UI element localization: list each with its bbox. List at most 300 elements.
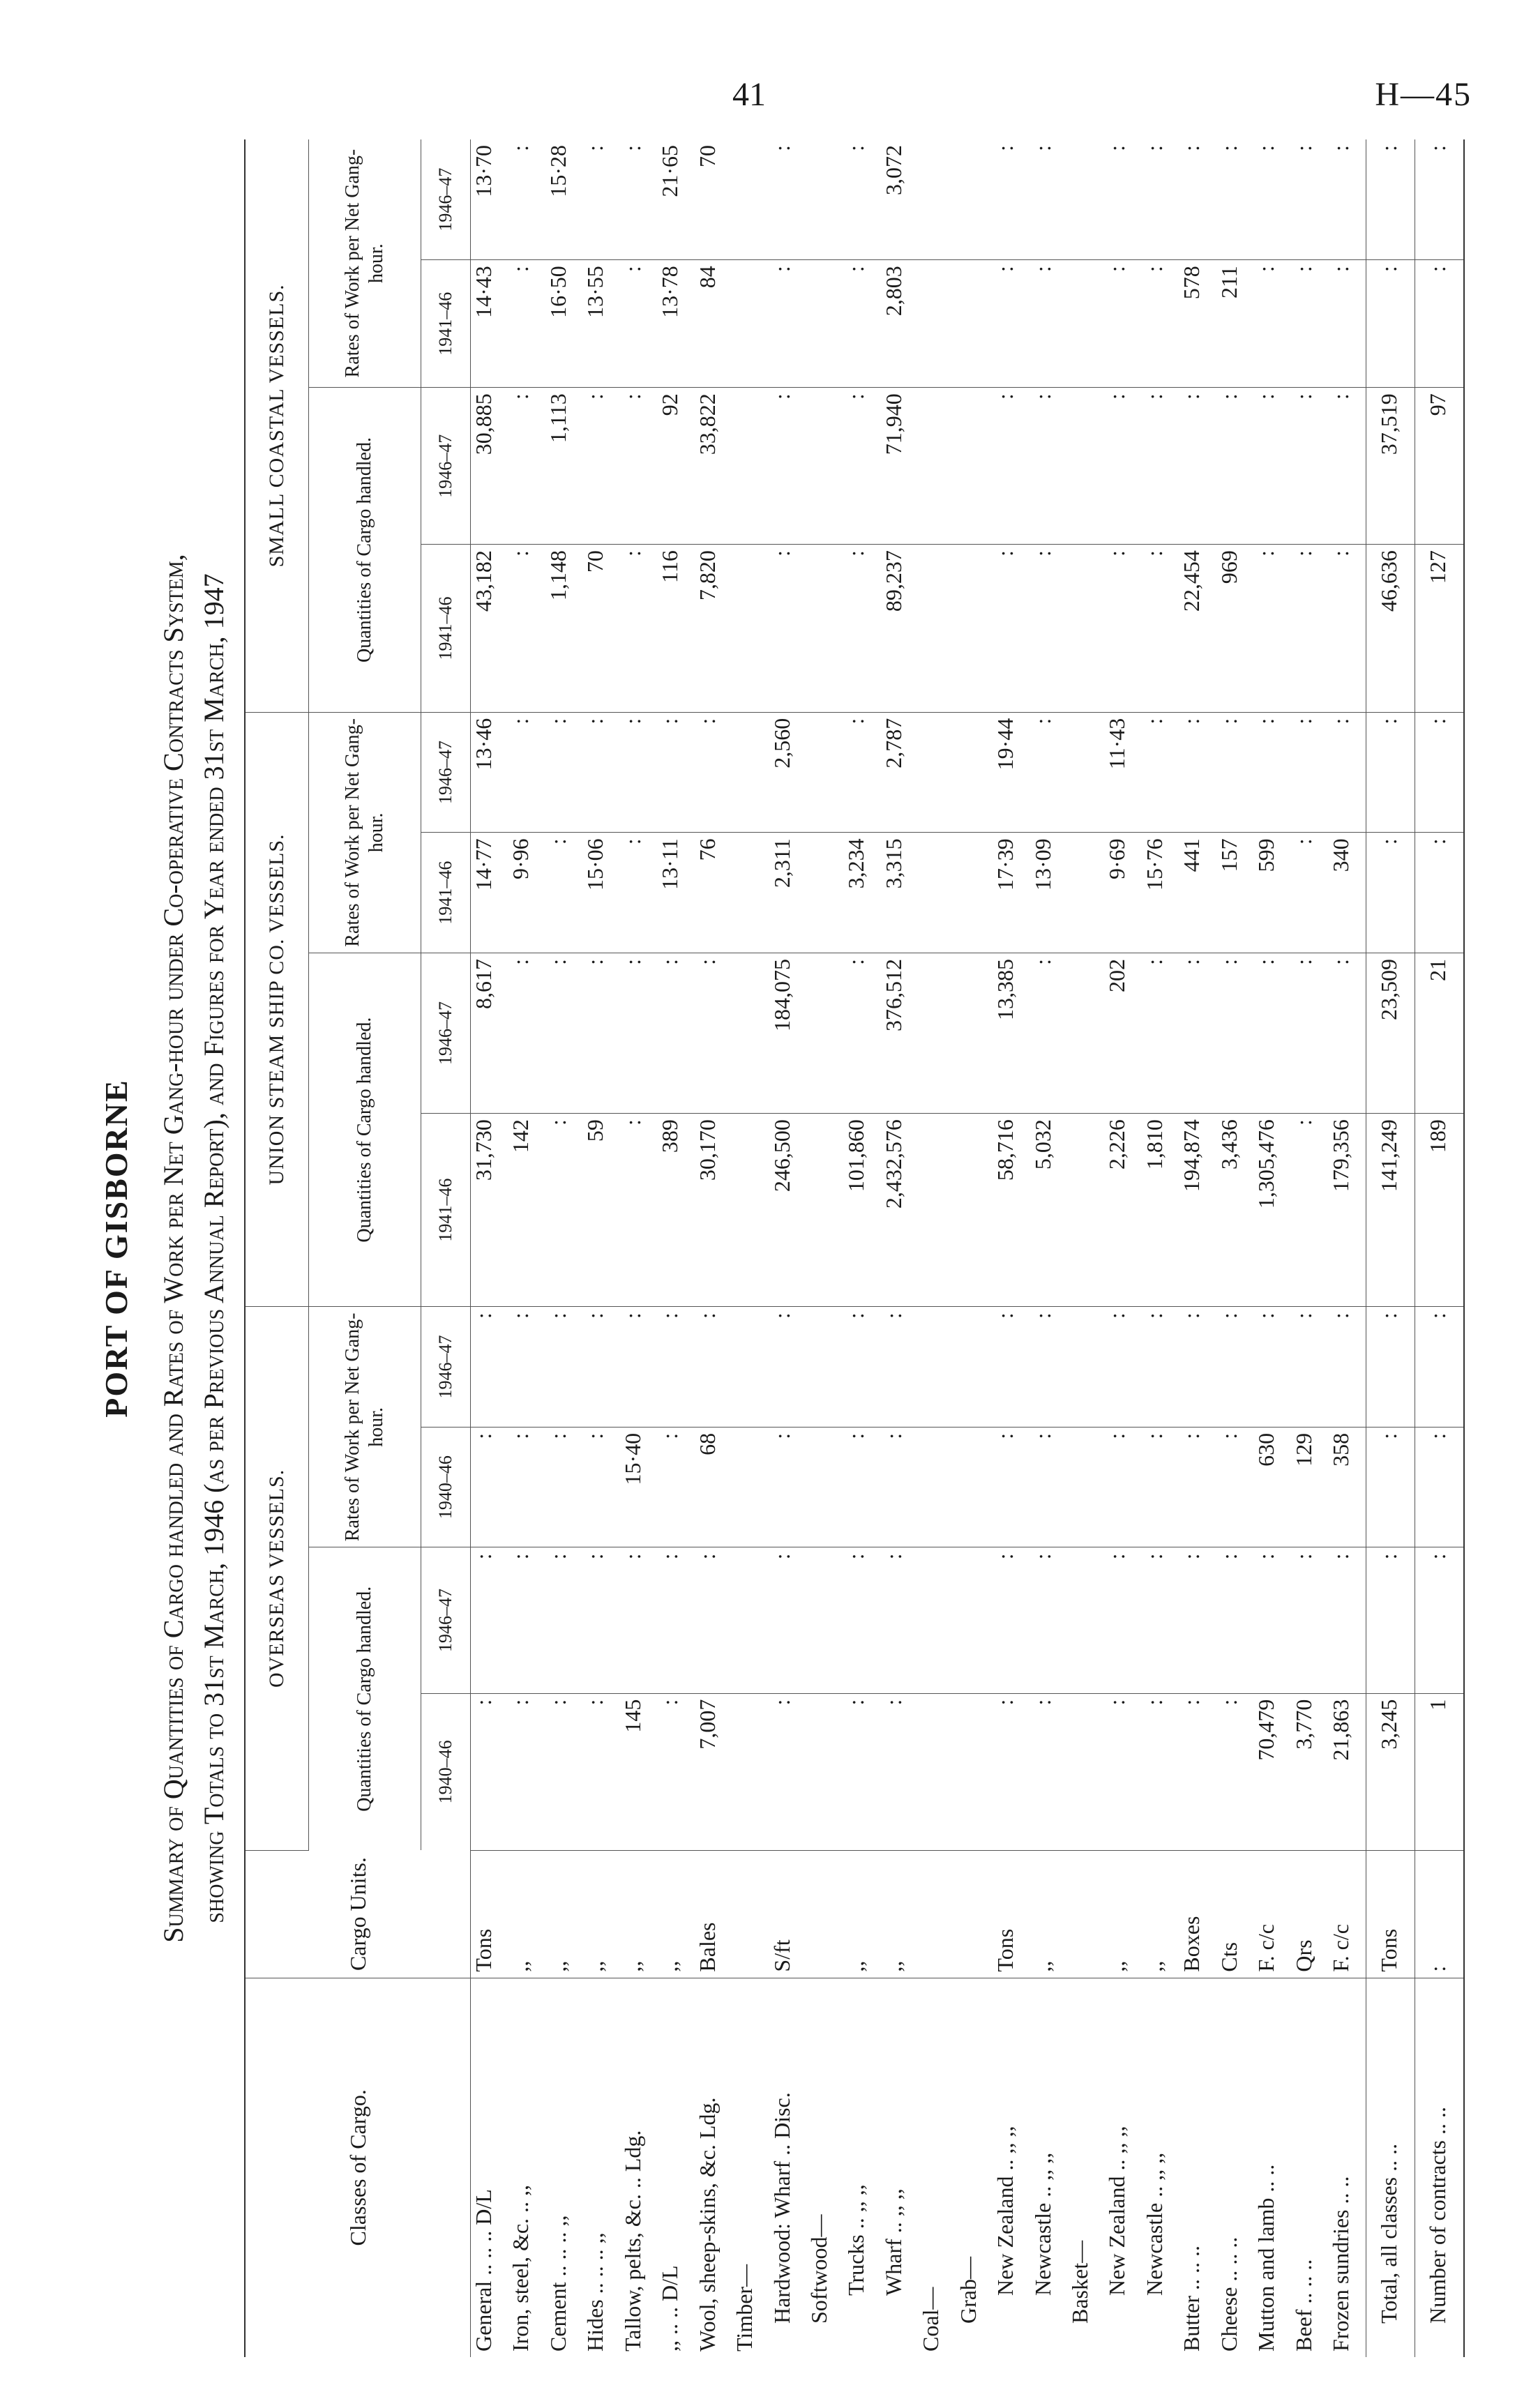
value-cell: : [1328, 545, 1366, 713]
value-cell: : [1030, 1547, 1067, 1693]
value-cell: : [1291, 953, 1328, 1113]
value-cell: : [1104, 260, 1141, 388]
cargo-unit-cell: ,, [1104, 1850, 1141, 1978]
value-cell: 30,885 [471, 388, 508, 545]
cargo-unit-cell: ,, [508, 1850, 545, 1978]
value-cell: : [620, 545, 657, 713]
value-cell: : [1104, 1307, 1141, 1428]
value-cell [918, 1114, 955, 1307]
value-cell [806, 1693, 843, 1850]
header-overseas-rates: Rates of Work per Net Gang-hour. [309, 1307, 421, 1547]
cargo-class-cell: Butter .. .. .. [1179, 2246, 1205, 2352]
value-cell: : [1030, 545, 1067, 713]
value-cell: : [993, 1307, 1030, 1428]
value-cell [806, 712, 843, 833]
value-cell: : [508, 712, 545, 833]
value-cell: : [769, 1307, 806, 1428]
table-row [545, 139, 582, 2357]
year-header: 1940–46 [421, 1427, 471, 1547]
value-cell: : [993, 1693, 1030, 1850]
cargo-class-cell: Basket— [1067, 2240, 1093, 2324]
value-cell: 3,436 [1216, 1114, 1253, 1307]
value-cell: 1,305,476 [1253, 1114, 1290, 1307]
value-cell: : [1415, 260, 1464, 388]
value-cell: : [1328, 1547, 1366, 1693]
value-cell: : [1291, 712, 1328, 833]
cargo-unit-cell: Tons [1366, 1850, 1415, 1978]
table-row [582, 139, 619, 2357]
cargo-unit-cell [918, 1850, 955, 1978]
value-cell: 145 [620, 1693, 657, 1850]
value-cell [1067, 953, 1104, 1113]
value-cell: : [769, 1427, 806, 1547]
value-cell: : [1291, 139, 1328, 260]
value-cell: : [881, 1547, 918, 1693]
value-cell: : [620, 833, 657, 953]
cargo-class-cell: New Zealand .. ,, ,, [993, 2126, 1018, 2296]
port-title: PORT OF GISBORNE [98, 1079, 134, 1418]
value-cell [918, 388, 955, 545]
value-cell [732, 139, 769, 260]
cargo-table-body [471, 139, 1465, 2357]
cargo-unit-cell: ,, [620, 1850, 657, 1978]
value-cell: : [1291, 1547, 1328, 1693]
value-cell [956, 1427, 993, 1547]
value-cell [918, 953, 955, 1113]
value-cell: : [1291, 1114, 1328, 1307]
value-cell: 70,479 [1253, 1693, 1290, 1850]
value-cell: : [843, 260, 880, 388]
value-cell [918, 1427, 955, 1547]
value-cell [732, 1693, 769, 1850]
value-cell: : [582, 1547, 619, 1693]
cargo-class-cell: Newcastle .. ,, ,, [1141, 2152, 1167, 2296]
value-cell: 15·28 [545, 139, 582, 260]
value-cell: : [881, 1427, 918, 1547]
value-cell: : [769, 388, 806, 545]
value-cell: : [1179, 953, 1216, 1113]
value-cell: : [1253, 139, 1290, 260]
value-cell: 92 [657, 388, 694, 545]
value-cell: : [1366, 1427, 1415, 1547]
value-cell [806, 833, 843, 953]
year-header: 1946–47 [421, 388, 471, 545]
value-cell: : [1328, 953, 1366, 1113]
value-cell: 8,617 [471, 953, 508, 1113]
value-cell: : [1291, 388, 1328, 545]
value-cell: : [582, 712, 619, 833]
value-cell: 189 [1415, 1114, 1464, 1307]
value-cell: : [1142, 545, 1179, 713]
value-cell: : [843, 388, 880, 545]
value-cell: : [582, 1693, 619, 1850]
value-cell: : [1366, 260, 1415, 388]
table-row [508, 139, 545, 2357]
value-cell: : [1291, 1307, 1328, 1428]
value-cell: : [1179, 712, 1216, 833]
cargo-unit-cell [806, 1850, 843, 1978]
value-cell: 13·70 [471, 139, 508, 260]
value-cell: 76 [695, 833, 732, 953]
value-cell: : [1291, 260, 1328, 388]
value-cell: : [1328, 388, 1366, 545]
value-cell: 70 [695, 139, 732, 260]
value-cell [956, 139, 993, 260]
table-row [843, 139, 880, 2357]
value-cell: : [993, 545, 1030, 713]
value-cell: : [1179, 1693, 1216, 1850]
value-cell: : [545, 833, 582, 953]
value-cell: 17·39 [993, 833, 1030, 953]
value-cell: 1 [1415, 1693, 1464, 1850]
cargo-unit-cell: Cts [1216, 1850, 1253, 1978]
value-cell: 70 [582, 545, 619, 713]
year-header: 1946–47 [421, 712, 471, 833]
value-cell: : [993, 139, 1030, 260]
value-cell: : [993, 260, 1030, 388]
value-cell: : [657, 1693, 694, 1850]
value-cell: 127 [1415, 545, 1464, 713]
value-cell: : [695, 1307, 732, 1428]
value-cell: : [769, 1693, 806, 1850]
value-cell: 37,519 [1366, 388, 1415, 545]
value-cell [956, 1307, 993, 1428]
header-union-rates: Rates of Work per Net Gang-hour. [309, 712, 421, 953]
value-cell: : [1415, 139, 1464, 260]
value-cell [806, 545, 843, 713]
value-cell [918, 1693, 955, 1850]
value-cell [1067, 545, 1104, 713]
value-cell: 101,860 [843, 1114, 880, 1307]
value-cell: : [993, 388, 1030, 545]
year-header: 1941–46 [421, 545, 471, 713]
header-overseas-quantities: Quantities of Cargo handled. [309, 1547, 421, 1850]
value-cell: : [508, 1693, 545, 1850]
value-cell: : [508, 953, 545, 1113]
value-cell: : [1216, 712, 1253, 833]
value-cell: : [508, 1547, 545, 1693]
value-cell: : [657, 1427, 694, 1547]
value-cell: 578 [1179, 260, 1216, 388]
value-cell: : [1030, 388, 1067, 545]
value-cell: 969 [1216, 545, 1253, 713]
value-cell: : [695, 712, 732, 833]
header-coastal: SMALL COASTAL VESSELS. [245, 139, 309, 712]
value-cell: : [1253, 953, 1290, 1113]
value-cell: : [1030, 712, 1067, 833]
value-cell: 22,454 [1179, 545, 1216, 713]
value-cell: 97 [1415, 388, 1464, 545]
value-cell: : [1328, 1307, 1366, 1428]
value-cell: : [1366, 712, 1415, 833]
value-cell: : [695, 1547, 732, 1693]
value-cell: : [1253, 1547, 1290, 1693]
value-cell: 30,170 [695, 1114, 732, 1307]
value-cell: 31,730 [471, 1114, 508, 1307]
value-cell: 2,311 [769, 833, 806, 953]
value-cell: : [545, 1547, 582, 1693]
value-cell [1067, 1427, 1104, 1547]
value-cell: : [843, 139, 880, 260]
value-cell: 16·50 [545, 260, 582, 388]
value-cell: : [843, 1427, 880, 1547]
value-cell: : [1415, 712, 1464, 833]
table-row [918, 139, 955, 2357]
value-cell [732, 545, 769, 713]
year-header: 1946–47 [421, 1547, 471, 1693]
value-cell [732, 953, 769, 1113]
value-cell: : [881, 1307, 918, 1428]
year-header: 1946–47 [421, 1307, 471, 1428]
value-cell: 21 [1415, 953, 1464, 1113]
value-cell: 13·46 [471, 712, 508, 833]
value-cell [1067, 139, 1104, 260]
cargo-unit-cell: Bales [695, 1850, 732, 1978]
value-cell [918, 260, 955, 388]
value-cell: 358 [1328, 1427, 1366, 1547]
value-cell: 13,385 [993, 953, 1030, 1113]
value-cell: : [1179, 139, 1216, 260]
value-cell: 14·43 [471, 260, 508, 388]
value-cell [918, 833, 955, 953]
value-cell: 389 [657, 1114, 694, 1307]
value-cell [1067, 260, 1104, 388]
cargo-class-cell: Newcastle .. ,, ,, [1030, 2152, 1055, 2296]
value-cell [732, 388, 769, 545]
value-cell: : [1291, 833, 1328, 953]
cargo-unit-cell: ,, [657, 1850, 694, 1978]
value-cell: 340 [1328, 833, 1366, 953]
value-cell: : [1179, 1547, 1216, 1693]
page-number: 41 [732, 76, 766, 113]
value-cell: 194,874 [1179, 1114, 1216, 1307]
value-cell: 13·11 [657, 833, 694, 953]
value-cell [732, 1547, 769, 1693]
year-header: 1941–46 [421, 1114, 471, 1307]
value-cell: 3,770 [1291, 1693, 1328, 1850]
value-cell: : [545, 1693, 582, 1850]
value-cell [732, 260, 769, 388]
value-cell: : [1104, 1427, 1141, 1547]
value-cell: : [1415, 1307, 1464, 1428]
value-cell: : [1104, 545, 1141, 713]
value-cell [956, 1114, 993, 1307]
value-cell: : [1104, 1693, 1141, 1850]
value-cell: 46,636 [1366, 545, 1415, 713]
value-cell: : [1216, 139, 1253, 260]
header-union: UNION STEAM SHIP CO. VESSELS. [245, 712, 309, 1307]
value-cell: : [582, 388, 619, 545]
value-cell: 141,249 [1366, 1114, 1415, 1307]
value-cell: : [657, 953, 694, 1113]
value-cell: : [620, 139, 657, 260]
cargo-unit-cell: ,, [1030, 1850, 1067, 1978]
value-cell: 3,234 [843, 833, 880, 953]
value-cell: : [769, 139, 806, 260]
value-cell: : [657, 712, 694, 833]
table-row [956, 139, 993, 2357]
value-cell: 33,822 [695, 388, 732, 545]
value-cell: : [471, 1307, 508, 1428]
value-cell: : [620, 712, 657, 833]
cargo-class-cell: Cheese .. .. .. [1216, 2236, 1242, 2352]
value-cell: : [1030, 139, 1067, 260]
cargo-unit-cell: S/ft [769, 1850, 806, 1978]
value-cell: : [1415, 1547, 1464, 1693]
value-cell: : [1030, 260, 1067, 388]
value-cell: : [1291, 545, 1328, 713]
value-cell [806, 139, 843, 260]
cargo-class-cell: Hardwood: Wharf .. Disc. [769, 2092, 794, 2324]
table-row [1067, 139, 1104, 2357]
value-cell: 184,075 [769, 953, 806, 1113]
value-cell: : [1216, 1547, 1253, 1693]
cargo-class-cell: Wool, sheep-skins, &c. Ldg. [694, 2097, 720, 2352]
year-header: 1940–46 [421, 1693, 471, 1850]
table-row [1142, 139, 1179, 2357]
value-cell: 15·06 [582, 833, 619, 953]
value-cell: : [620, 1547, 657, 1693]
cargo-class-cell: Frozen sundries .. .. [1328, 2176, 1354, 2352]
header-coastal-quantities: Quantities of Cargo handled. [309, 388, 421, 712]
value-cell: : [1142, 712, 1179, 833]
value-cell [806, 1427, 843, 1547]
cargo-unit-cell [1067, 1850, 1104, 1978]
value-cell [956, 388, 993, 545]
cargo-unit-cell: : [1415, 1850, 1464, 1978]
value-cell: : [1142, 1427, 1179, 1547]
cargo-class-cell: Number of contracts .. .. [1415, 1978, 1464, 2357]
value-cell: : [1253, 260, 1290, 388]
value-cell [732, 1307, 769, 1428]
cargo-unit-cell: ,, [545, 1850, 582, 1978]
table-row [1179, 139, 1216, 2357]
value-cell: 157 [1216, 833, 1253, 953]
value-cell: : [620, 1114, 657, 1307]
table-row [471, 139, 508, 2357]
value-cell: : [843, 953, 880, 1113]
value-cell: : [620, 388, 657, 545]
table-row [657, 139, 694, 2357]
year-header: 1946–47 [421, 953, 471, 1113]
table-row [1030, 139, 1067, 2357]
value-cell [956, 953, 993, 1113]
value-cell: : [471, 1547, 508, 1693]
value-cell: : [545, 1307, 582, 1428]
value-cell: : [1216, 1427, 1253, 1547]
value-cell: 2,226 [1104, 1114, 1141, 1307]
value-cell: 84 [695, 260, 732, 388]
value-cell: : [881, 1693, 918, 1850]
header-union-quantities: Quantities of Cargo handled. [309, 953, 421, 1306]
value-cell: : [582, 139, 619, 260]
value-cell: 43,182 [471, 545, 508, 713]
value-cell [732, 833, 769, 953]
value-cell: : [993, 1427, 1030, 1547]
value-cell: : [545, 712, 582, 833]
cargo-unit-cell: ,, [881, 1850, 918, 1978]
value-cell: 7,820 [695, 545, 732, 713]
value-cell: 13·78 [657, 260, 694, 388]
cargo-unit-cell: ,, [843, 1850, 880, 1978]
rotated-page-content [98, 139, 1465, 2357]
value-cell [806, 388, 843, 545]
value-cell: : [508, 1307, 545, 1428]
value-cell: : [1216, 388, 1253, 545]
value-cell: 211 [1216, 260, 1253, 388]
value-cell: 3,245 [1366, 1693, 1415, 1850]
cargo-class-cell: Timber— [732, 2264, 757, 2352]
value-cell: : [843, 712, 880, 833]
value-cell: : [1216, 1307, 1253, 1428]
value-cell: 129 [1291, 1427, 1328, 1547]
cargo-unit-cell: Tons [471, 1850, 508, 1978]
value-cell: : [769, 545, 806, 713]
value-cell: : [508, 545, 545, 713]
value-cell: 58,716 [993, 1114, 1030, 1307]
value-cell: 599 [1253, 833, 1290, 953]
value-cell [732, 712, 769, 833]
value-cell: : [657, 1307, 694, 1428]
value-cell: 7,007 [695, 1693, 732, 1850]
value-cell: : [545, 953, 582, 1113]
value-cell [918, 545, 955, 713]
value-cell [806, 1547, 843, 1693]
cargo-class-cell: Total, all classes .. .. [1366, 1978, 1415, 2357]
year-header: 1941–46 [421, 260, 471, 388]
value-cell: : [1030, 1693, 1067, 1850]
value-cell: 2,432,576 [881, 1114, 918, 1307]
table-row [1216, 139, 1253, 2357]
value-cell: 68 [695, 1427, 732, 1547]
value-cell: : [769, 1547, 806, 1693]
value-cell: : [508, 260, 545, 388]
table-row [1415, 139, 1464, 2357]
value-cell: : [1030, 1307, 1067, 1428]
value-cell [1067, 833, 1104, 953]
cargo-class-cell: Softwood— [806, 2214, 831, 2324]
value-cell: : [1179, 1427, 1216, 1547]
value-cell: : [1142, 1307, 1179, 1428]
value-cell [806, 953, 843, 1113]
value-cell: : [1415, 1427, 1464, 1547]
value-cell: : [1179, 1307, 1216, 1428]
cargo-unit-cell [956, 1850, 993, 1978]
value-cell: : [1253, 712, 1290, 833]
value-cell [918, 1307, 955, 1428]
value-cell: 13·09 [1030, 833, 1067, 953]
value-cell: 89,237 [881, 545, 918, 713]
cargo-unit-cell: ,, [582, 1850, 619, 1978]
table-row [993, 139, 1030, 2357]
value-cell: : [545, 1114, 582, 1307]
value-cell: : [1216, 1693, 1253, 1850]
value-cell [806, 1307, 843, 1428]
value-cell: : [657, 1547, 694, 1693]
value-cell [1067, 1693, 1104, 1850]
value-cell: 23,509 [1366, 953, 1415, 1113]
year-header: 1941–46 [421, 833, 471, 953]
summary-line-2: showing Totals to 31st March, 1946 (as per Previous Annual Report), and Figures for Year ended 31st March, 1947 [198, 573, 229, 1923]
value-cell: 14·77 [471, 833, 508, 953]
value-cell: 202 [1104, 953, 1141, 1113]
cargo-class-cell: Iron, steel, &c. .. ,, [508, 2184, 534, 2352]
value-cell: 179,356 [1328, 1114, 1366, 1307]
value-cell: 21·65 [657, 139, 694, 260]
cargo-class-cell: General .. .. .. D/L [471, 2189, 496, 2352]
header-classes: Classes of Cargo. [245, 1978, 471, 2357]
table-row [695, 139, 732, 2357]
